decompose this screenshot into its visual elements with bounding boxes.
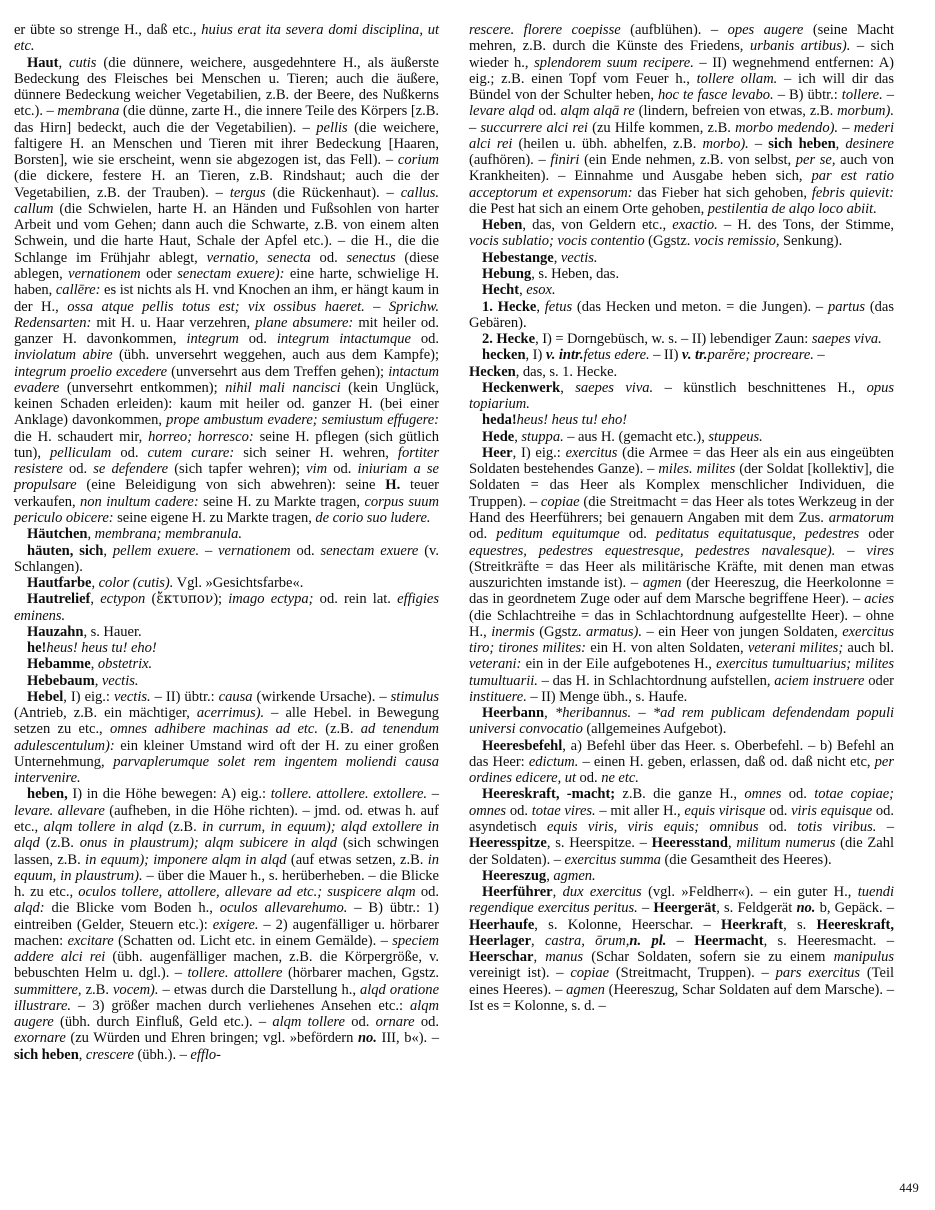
dictionary-entry: Heerbann, *heribannus. – *ad rem publicam defendendam populi universi convocatio (allgemeines Aufgebot). [469,705,894,738]
dictionary-entry: Haut, cutis (die dünnere, weichere, ausgedehntere H., als äußerste Bedeckung des Fleisches bei Menschen u. Tieren; auch die äußere, dünnere Bedeckung weicher Vegetabilien, z.B. der Beere, des Nußkerns etc.). – membrana (die dünne, zarte H., die innere Teile des Körpers [z.B. das Hirn] bedeckt, auch die der Vegetabilien). – pellis (die weichere, faltigere H. an Menschen und Tieren mit ihrer Bedeckung [Haaren, Borsten], wie sie erscheint, wenn sie abgezogen ist, das Fell). – corium (die dickere, festere H. an Tieren, z.B. Rindshaut; auch die der Vegetabilien, z.B. der Trauben). – tergus (die Rückenhaut). – callus. callum (die Schwielen, harte H. an Händen und Fußsohlen von harter Arbeit und vom Gehen; dann auch die Schwarte, z.B. von einem alten Schwein, und die harte Haut, Schale der Apfel etc.). – die H., die die Schlange im Frühjahr ablegt, vernatio, senecta od. senectus (diese ablegen, vernationem oder senectam exuere): eine harte, schwielige H. haben, callēre: es ist nichts als H. vnd Knochen an ihm, er hängt kaum in der H., ossa atque pellis totus est; vix ossibus haeret. – Sprichw. Redensarten: mit H. u. Haar verzehren, plane absumere: mit heiler od. ganzer H. davonkommen, integrum od. integrum intactumque od. inviolatum abire (übh. unversehrt weggehen, auch aus dem Kampfe); integrum proelio excedere (unversehrt aus dem Treffen gehen); intactum evadere (unversehrt entkommen); nihil mali nancisci (kein Unglück, keinen Schaden erleiden): kaum mit heiler od. ganzer H. (bei einer Anklage) davonkommen, prope ambustum evadere; semiustum effugere: die H. schaudert mir, horreo; horresco: seine H. pflegen (sich gütlich tun), pelliculam od. cutem curare: sich seiner H. wehren, fortiter resistere od. se defendere (sich tapfer wehren); vim od. iniuriam a se propulsare (eine Beleidigung von sich abwehren): seine H. teuer verkaufen, non inultum cadere: seine H. zu Markte tragen, corpus suum periculo obicere: seine eigene H. zu Markte tragen, de corio suo ludere. [14,54,440,526]
dictionary-entry: Hebel, I) eig.: vectis. – II) übtr.: causa (wirkende Ursache). – stimulus (Antrieb, z.B. ein mächtiger, acerrimus). – alle Hebel. in Bewegung setzen zu etc., omnes adhibere machinas ad etc. (z.B. ad tenendum adulescentulum): ein kleiner Umstand wird oft der H. zu einer großen Unternehmung, parvaplerumque solet rem ingentem moliendi causa intervenire. [14,688,439,787]
dictionary-entry: Hauzahn, s. Hauer. [27,623,142,640]
dictionary-entry: 2. Hecke, I) = Dorngebüsch, w. s. – II) lebendiger Zaun: saepes viva. [482,331,882,348]
dictionary-entry: Häutchen, membrana; membranula. [27,526,242,543]
dictionary-entry: Hebebaum, vectis. [27,672,139,689]
dictionary-entry: Heereskraft, -macht; z.B. die ganze H., omnes od. totae copiae; omnes od. totae vires. – mit aller H., equis virisque od. viris equisque od. asyndetisch equis viris, viris equis; omnibus od. totis viribus. – Heeresspitze, s. Heerspitze. – Heeresstand, militum numerus (die Zahl der Soldaten). – exercitus summa (die Gesamtheit des Heeres). [469,786,895,868]
dictionary-entry: Heerführer, dux exercitus (vgl. »Feldherr«). – ein guter H., tuendi regendique exercitus peritus. – Heergerät, s. Feldgerät no. b, Gepäck. – Heerhaufe, s. Kolonne, Heerschar. – Heerkraft, s. Heereskraft, Heerlager, castra, ōrum,n. pl. – Heermacht, s. Heeresmacht. – Heerschar, manus (Schar Soldaten, sofern sie zu einem manipulus vereinigt ist). – copiae (Streitmacht, Truppen). – pars exercitus (Teil eines Heeres). – agmen (Heereszug, Schar Soldaten auf dem Marsche). – Ist es = Kolonne, s. d. – [469,884,895,1014]
dictionary-entry: Hecht, esox. [482,282,556,299]
dictionary-entry: 1. Hecke, fetus (das Hecken und meton. = die Jungen). – partus (das Gebären). [469,298,894,331]
dictionary-entry: Hebung, s. Heben, das. [482,265,620,282]
paragraph-continuation: er übte so strenge H., daß etc., huius erat ita severa domi disciplina, ut etc. [14,22,439,55]
page-number: 449 [899,1181,919,1195]
dictionary-entry: Heben, das, von Geldern etc., exactio. – H. des Tons, der Stimme, vocis sublatio; vocis contentio (Ggstz. vocis remissio, Senkung). [469,217,894,250]
paragraph-continuation: rescere. florere coepisse (aufblühen). – opes augere (seine Macht mehren, z.B. durch die Künste des Friedens, urbanis artibus). – sich wieder h., splendorem suum recipere. – II) wegnehmend entfernen: A) eig.; z.B. einen Topf vom Feuer h., tollere ollam. – ich will dir das Bündel von der Schulter heben, hoc te fasce levabo. – B) übtr.: tollere. – levare alqd od. alqm alqā re (lindern, befreien von etwas, z.B. morbum). – succurrere alci rei (zu Hilfe kommen, z.B. morbo medendo). – mederi alci rei (heilen u. übh. abhelfen, z.B. morbo). – sich heben, desinere (aufhören). – finiri (ein Ende nehmen, z.B. von selbst, per se, auch von Krankheiten). – Einnahme und Ausgabe heben sich, par est ratio acceptorum et expensorum: das Fieber hat sich gehoben, febris quievit: die Pest hat sich an einem Orte gehoben, pestilentia de alqo loco abiit. [469,22,895,217]
dictionary-entry: Heereszug, agmen. [482,867,596,884]
dictionary-entry: Hecken, das, s. 1. Hecke. [469,363,618,380]
dictionary-entry: hecken, I) v. intr.fetus edere. – II) v. tr.parĕre; procreare. – [482,347,825,364]
dictionary-entry: heda!heus! heus tu! eho! [482,412,628,429]
dictionary-entry: Hede, stuppa. – aus H. (gemacht etc.), stuppeus. [482,428,763,445]
dictionary-entry: heben, I) in die Höhe bewegen: A) eig.: tollere. attollere. extollere. – levare. allevare (aufheben, in die Höhe richten). – jmd. od. etwas h. auf etc., alqm tollere in alqd (z.B. in currum, in equum); alqd extollere in alqd (z.B. onus in plaustrum); alqm subicere in alqd (sich schwingen lassen, z.B. in equum); imponere alqm in alqd (auf etwas setzen, z.B. in equum, in plaustrum). – über die Mauer h., s. herüberheben. – die Blicke h. zu etc., oculos tollere, attollere, allevare ad etc.; suspicere alqm od. alqd: die Blicke vom Boden h., oculos allevarehumo. – B) übtr.: 1) eintreiben (Gelder, Steuern etc.): exigere. – 2) augenfälliger u. hörbarer machen: excitare (Schatten od. Licht etc. in einem Gemälde). – speciem addere alci rei (übh. augenfälliger machen, z.B. die Körpergröße, v. bebuschten Helm u. dgl.). – tollere. attollere (hörbarer machen, Ggstz. summittere, z.B. vocem). – etwas durch die Darstellung h., alqd oratione illustrare. – 3) größer machen durch verliehenes Ansehen etc.: alqm augere (übh. durch Einfluß, Geld etc.). – alqm tollere od. ornare od. exornare (zu Würden und Ehren bringen; vgl. »befördern no. III, b«). – sich heben, crescere (übh.). – efflo- [14,786,440,1063]
dictionary-entry: Heckenwerk, saepes viva. – künstlich beschnittenes H., opus topiarium. [469,379,894,413]
dictionary-entry: häuten, sich, pellem exuere. – vernationem od. senectam exuere (v. Schlangen). [14,542,439,575]
dictionary-entry: he!heus! heus tu! eho! [27,640,157,657]
right-text-column [469,22,894,1014]
dictionary-entry: Hautrelief, ectypon (ἔκτυπον); imago ectypa; od. rein lat. effigies eminens. [14,591,439,624]
dictionary-entry: Heeresbefehl, a) Befehl über das Heer. s. Oberbefehl. – b) Befehl an das Heer: edictum. – einen H. geben, erlassen, daß od. daß nicht etc, per ordines edicere, ut od. ne etc. [469,737,894,787]
dictionary-entry: Hebamme, obstetrix. [27,656,153,673]
left-text-column [14,22,439,1063]
two-column-layout [14,22,921,1063]
dictionary-entry: Hebestange, vectis. [482,249,598,266]
dictionary-entry: Heer, I) eig.: exercitus (die Armee = das Heer als ein aus eingeübten Soldaten bestehendes Ganze). – miles. milites (der Soldat [kollektiv], die Soldaten = das Heer als Komplex menschlicher Individuen, die Truppen). – copiae (die Streitmacht = das Heer als totes Werkzeug in der Hand des Heerführers; bei genauern Angaben mit dem Zus. armatorum od. peditum equitumque od. peditatus equitatusque, pedestres oder equestres, pedestres equestresque, pedestres navalesque). – vires (Streitkräfte = das Heer als militärische Kräfte, mit denen man etwas auszurichten imstande ist). – agmen (der Heereszug, die Heerkolonne = das in geordnetem Zuge oder auf dem Marsche begriffene Heer). – acies (die Schlachtreihe = das in Schlachtordnung aufgestellte Heer). – ohne H., inermis (Ggstz. armatus). – ein Heer von jungen Soldaten, exercitus tiro; tirones milites: ein H. von alten Soldaten, veterani milites; auch bl. veterani: ein in der Eile aufgebotenes H., exercitus tumultuarius; milites tumultuarii. – das H. in Schlachtordnung aufstellen, aciem instruere oder instituere. – II) Menge übh., s. Haufe. [469,444,895,705]
dictionary-entry: Hautfarbe, color (cutis). Vgl. »Gesichtsfarbe«. [27,575,304,592]
